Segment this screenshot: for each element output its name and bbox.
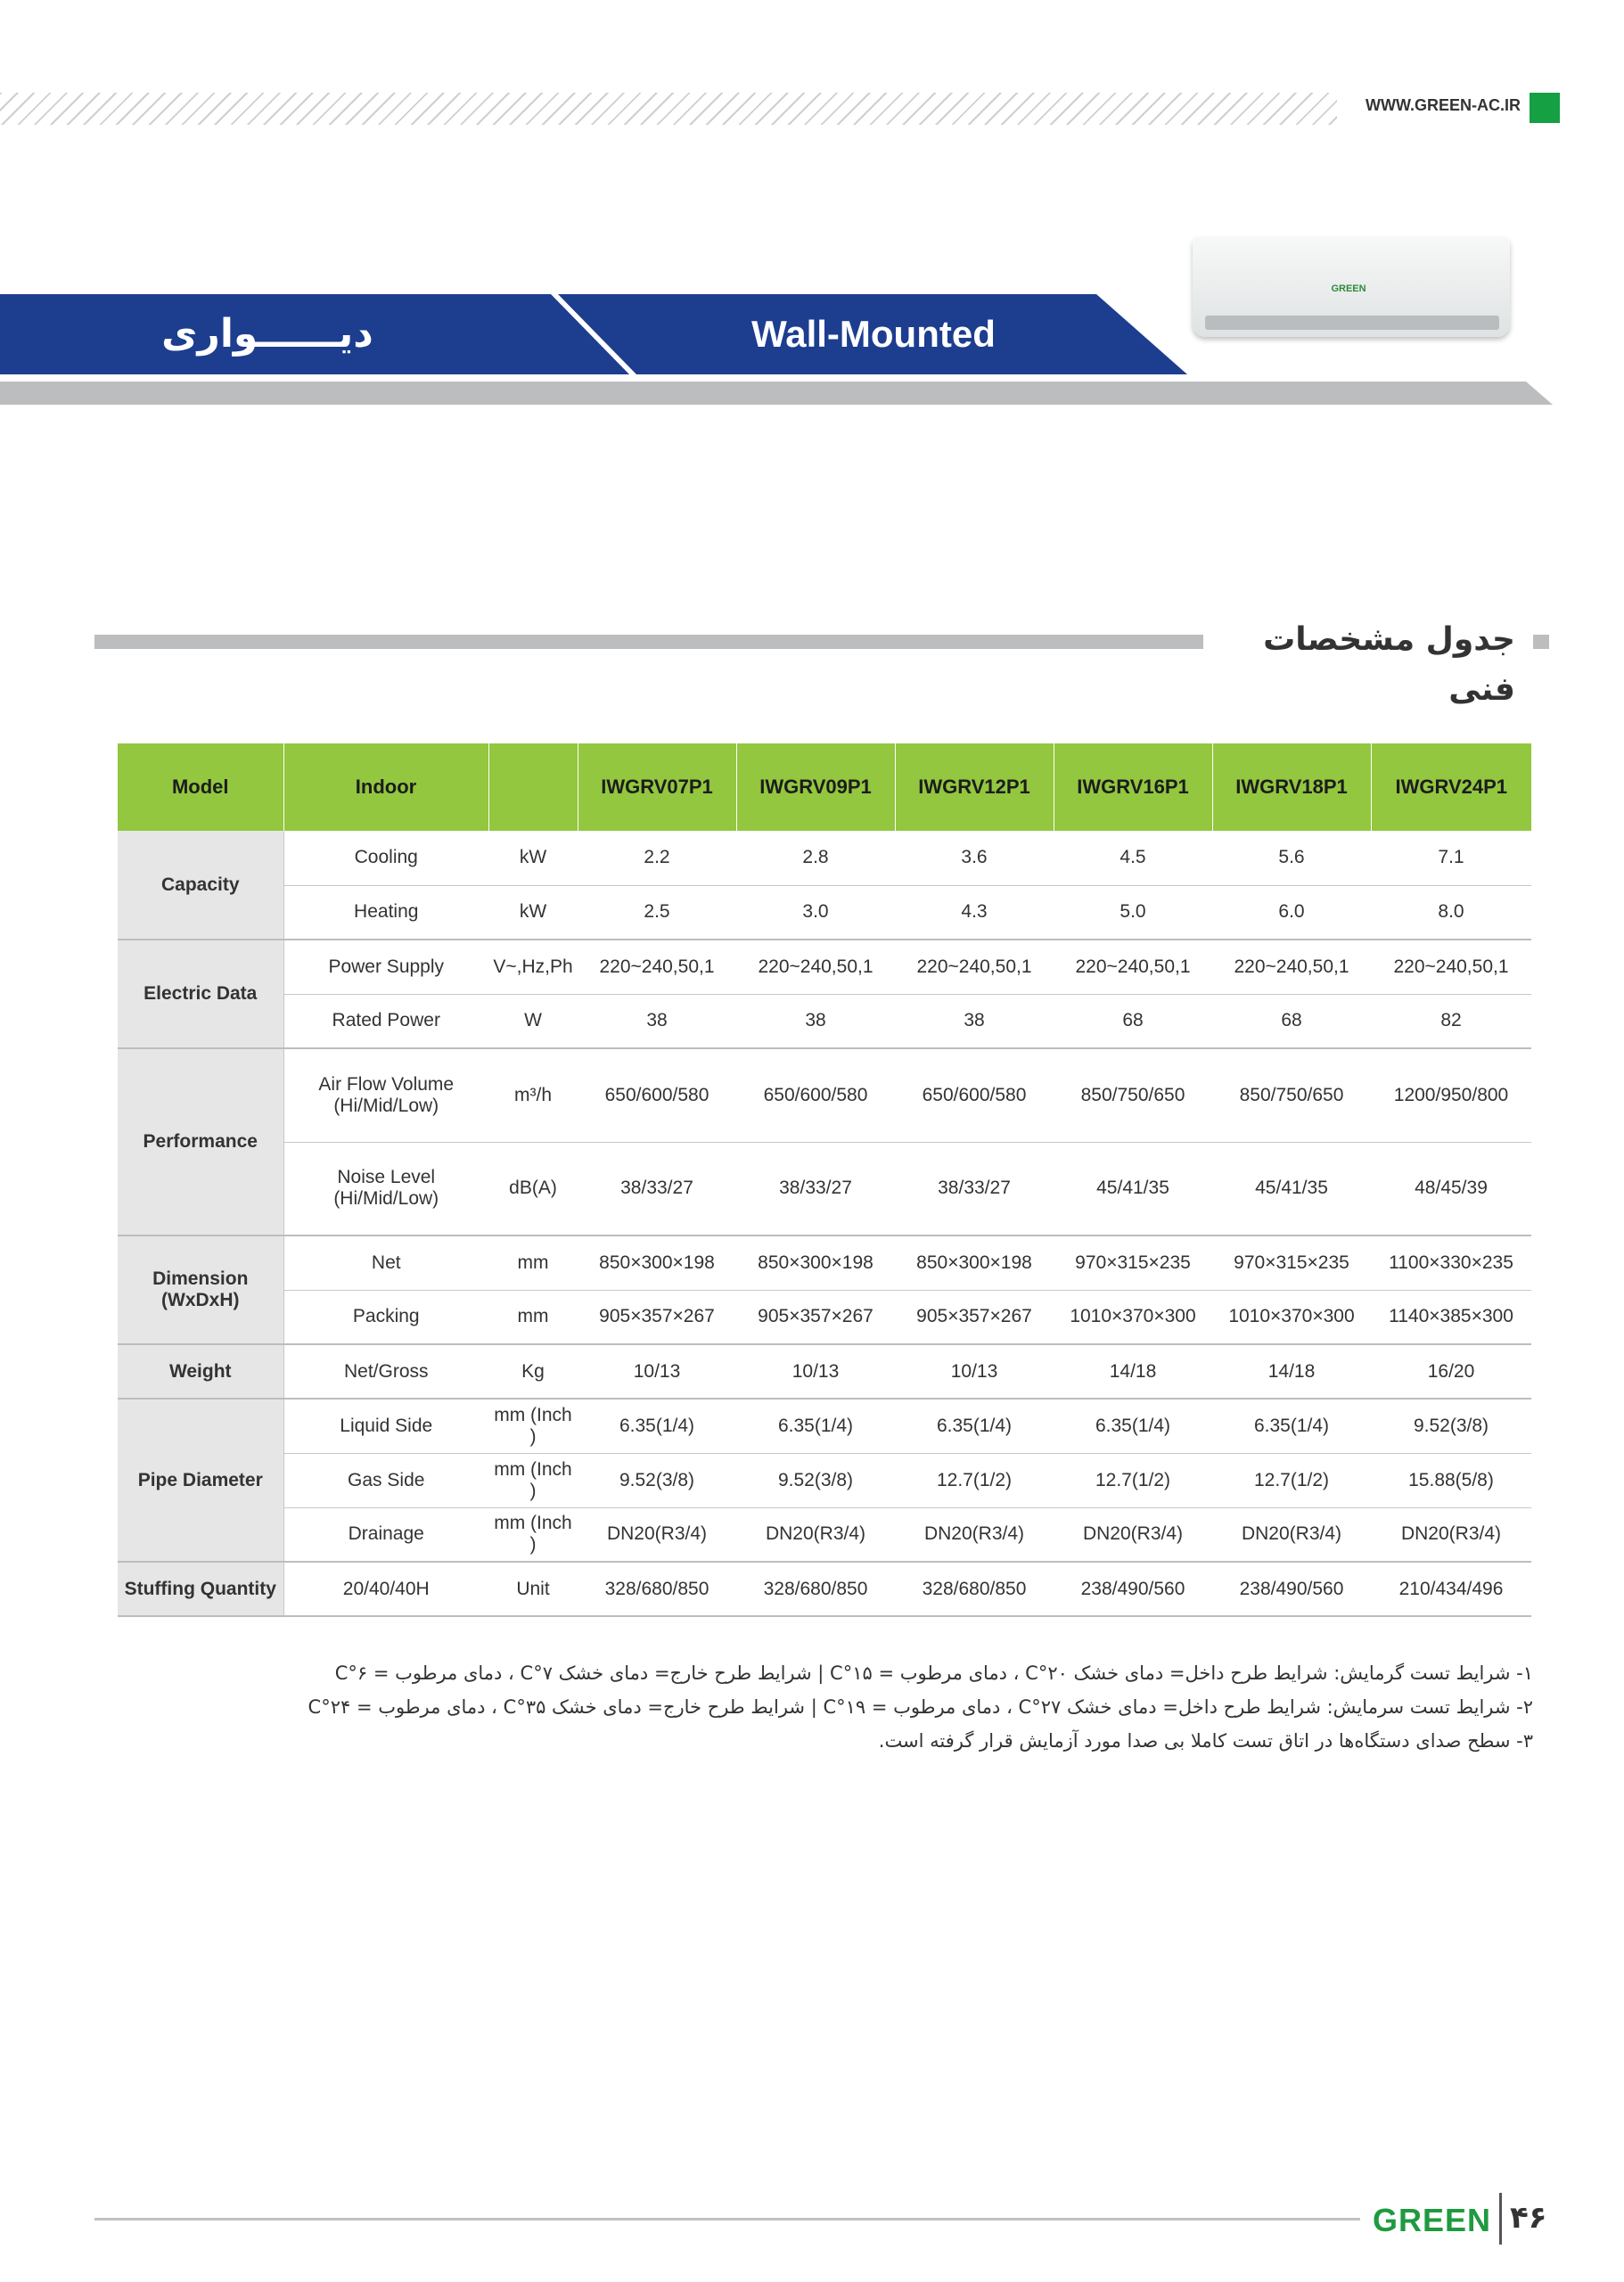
header-cell: IWGRV18P1 [1212, 743, 1371, 831]
row-unit: dB(A) [488, 1142, 578, 1235]
row-label: Packing [283, 1290, 488, 1344]
value-cell: 3.0 [736, 885, 895, 940]
table-row [118, 1142, 1531, 1235]
value-cell: 38 [895, 994, 1054, 1048]
value-cell: 1010×370×300 [1212, 1290, 1371, 1344]
value-cell: 850×300×198 [736, 1235, 895, 1290]
banner-title-fa: دیــــــواری [161, 311, 373, 357]
header-cell: Indoor [283, 743, 488, 831]
row-unit: m³/h [488, 1048, 578, 1142]
value-cell: 15.88(5/8) [1371, 1453, 1531, 1507]
value-cell: 38/33/27 [895, 1142, 1054, 1235]
value-cell: 5.0 [1054, 885, 1212, 940]
value-cell: DN20(R3/4) [1054, 1507, 1212, 1562]
row-unit: V~,Hz,Ph [488, 940, 578, 994]
value-cell: 650/600/580 [578, 1048, 736, 1142]
value-cell: 1140×385×300 [1371, 1290, 1531, 1344]
value-cell: 850×300×198 [895, 1235, 1054, 1290]
row-label: Drainage [283, 1507, 488, 1562]
value-cell: 905×357×267 [736, 1290, 895, 1344]
page-number: ۴۶ [1510, 2200, 1547, 2236]
value-cell: DN20(R3/4) [1371, 1507, 1531, 1562]
value-cell: 2.8 [736, 831, 895, 885]
value-cell: 850/750/650 [1212, 1048, 1371, 1142]
table-row [118, 1235, 1531, 1290]
value-cell: DN20(R3/4) [895, 1507, 1054, 1562]
row-unit: mm [488, 1290, 578, 1344]
group-label: Performance [118, 1048, 283, 1235]
footer-line [94, 2218, 1360, 2220]
value-cell: 1010×370×300 [1054, 1290, 1212, 1344]
value-cell: 6.35(1/4) [895, 1399, 1054, 1453]
row-label: Cooling [283, 831, 488, 885]
value-cell: 220~240,50,1 [1054, 940, 1212, 994]
spec-table [118, 743, 1531, 1617]
group-label: Pipe Diameter [118, 1399, 283, 1562]
value-cell: 45/41/35 [1054, 1142, 1212, 1235]
value-cell: 10/13 [578, 1344, 736, 1399]
value-cell: 6.35(1/4) [578, 1399, 736, 1453]
row-label: Power Supply [283, 940, 488, 994]
row-unit: kW [488, 831, 578, 885]
value-cell: 38 [736, 994, 895, 1048]
value-cell: 9.52(3/8) [1371, 1399, 1531, 1453]
row-unit: kW [488, 885, 578, 940]
footnote-noise: ۳- سطح صدای دستگاه‌ها در اتاق تست کاملا بی صدا مورد آزمایش قرار گرفته است. [878, 1730, 1533, 1752]
footnote-cooling: ۲- شرایط تست سرمایش: شرایط طرح داخل= دمای خشک ۲۷°C ، دمای مرطوب = ۱۹°C | شرایط طرح خارج= دمای خشک ۳۵°C ، دمای مرطوب = ۲۴°C [308, 1696, 1533, 1718]
header-cell [488, 743, 578, 831]
value-cell: 38/33/27 [578, 1142, 736, 1235]
value-cell: 45/41/35 [1212, 1142, 1371, 1235]
group-label: Capacity [118, 831, 283, 940]
table-row [118, 1290, 1531, 1344]
value-cell: 850/750/650 [1054, 1048, 1212, 1142]
wall-ac-vent [1205, 316, 1499, 330]
value-cell: 650/600/580 [736, 1048, 895, 1142]
row-unit: W [488, 994, 578, 1048]
table-row [118, 1399, 1531, 1453]
header-cell: IWGRV24P1 [1371, 743, 1531, 831]
row-unit: mm [488, 1235, 578, 1290]
value-cell: 16/20 [1371, 1344, 1531, 1399]
spec-table-header-row [118, 743, 1531, 831]
table-row [118, 940, 1531, 994]
value-cell: 6.35(1/4) [1212, 1399, 1371, 1453]
row-unit: mm (Inch ) [488, 1453, 578, 1507]
row-label: Noise Level (Hi/Mid/Low) [283, 1142, 488, 1235]
value-cell: 12.7(1/2) [1054, 1453, 1212, 1507]
value-cell: 8.0 [1371, 885, 1531, 940]
group-label: Weight [118, 1344, 283, 1399]
value-cell: 905×357×267 [578, 1290, 736, 1344]
value-cell: 4.5 [1054, 831, 1212, 885]
value-cell: 850×300×198 [578, 1235, 736, 1290]
value-cell: 220~240,50,1 [1212, 940, 1371, 994]
footer-green-logo: GREEN [1373, 2202, 1492, 2238]
value-cell: 4.3 [895, 885, 1054, 940]
value-cell: 210/434/496 [1371, 1562, 1531, 1616]
value-cell: 1100×330×235 [1371, 1235, 1531, 1290]
value-cell: 1200/950/800 [1371, 1048, 1531, 1142]
header-hatch-band [0, 93, 1337, 125]
table-row [118, 885, 1531, 940]
value-cell: 7.1 [1371, 831, 1531, 885]
table-row [118, 1507, 1531, 1562]
value-cell: 12.7(1/2) [1212, 1453, 1371, 1507]
value-cell: 5.6 [1212, 831, 1371, 885]
row-label: Liquid Side [283, 1399, 488, 1453]
value-cell: 10/13 [736, 1344, 895, 1399]
value-cell: 6.0 [1212, 885, 1371, 940]
value-cell: 328/680/850 [736, 1562, 895, 1616]
value-cell: 38/33/27 [736, 1142, 895, 1235]
value-cell: 220~240,50,1 [895, 940, 1054, 994]
value-cell: 9.52(3/8) [736, 1453, 895, 1507]
table-row [118, 1562, 1531, 1616]
value-cell: 9.52(3/8) [578, 1453, 736, 1507]
value-cell: 6.35(1/4) [1054, 1399, 1212, 1453]
value-cell: 328/680/850 [895, 1562, 1054, 1616]
footnote-heating: ۱- شرایط تست گرمایش: شرایط طرح داخل= دمای خشک ۲۰°C ، دمای مرطوب = ۱۵°C | شرایط طرح خارج= دمای خشک ۷°C ، دمای مرطوب = ۶°C [334, 1662, 1533, 1684]
value-cell: 48/45/39 [1371, 1142, 1531, 1235]
value-cell: 220~240,50,1 [1371, 940, 1531, 994]
table-row [118, 1048, 1531, 1142]
value-cell: 2.5 [578, 885, 736, 940]
value-cell: 328/680/850 [578, 1562, 736, 1616]
row-label: Net/Gross [283, 1344, 488, 1399]
value-cell: 68 [1212, 994, 1371, 1048]
row-label: Gas Side [283, 1453, 488, 1507]
value-cell: 38 [578, 994, 736, 1048]
header-cell: IWGRV16P1 [1054, 743, 1212, 831]
value-cell: 82 [1371, 994, 1531, 1048]
value-cell: 3.6 [895, 831, 1054, 885]
section-square-icon [1533, 635, 1549, 649]
ac-unit-logo: GREEN [1331, 283, 1366, 294]
value-cell: 68 [1054, 994, 1212, 1048]
table-row [118, 994, 1531, 1048]
row-unit: mm (Inch ) [488, 1507, 578, 1562]
group-label: Stuffing Quantity [118, 1562, 283, 1616]
value-cell: 2.2 [578, 831, 736, 885]
value-cell: 220~240,50,1 [578, 940, 736, 994]
value-cell: 970×315×235 [1212, 1235, 1371, 1290]
row-label: Air Flow Volume (Hi/Mid/Low) [283, 1048, 488, 1142]
brand-square [1530, 93, 1560, 123]
value-cell: 6.35(1/4) [736, 1399, 895, 1453]
row-label: 20/40/40H [283, 1562, 488, 1616]
value-cell: 238/490/560 [1212, 1562, 1371, 1616]
value-cell: 905×357×267 [895, 1290, 1054, 1344]
row-label: Rated Power [283, 994, 488, 1048]
value-cell: 12.7(1/2) [895, 1453, 1054, 1507]
header-cell: IWGRV07P1 [578, 743, 736, 831]
table-row [118, 1344, 1531, 1399]
group-label: Electric Data [118, 940, 283, 1048]
value-cell: 650/600/580 [895, 1048, 1054, 1142]
value-cell: 10/13 [895, 1344, 1054, 1399]
row-label: Heating [283, 885, 488, 940]
row-unit: mm (Inch ) [488, 1399, 578, 1453]
header-cell: Model [118, 743, 283, 831]
value-cell: 970×315×235 [1054, 1235, 1212, 1290]
group-label: Dimension (WxDxH) [118, 1235, 283, 1344]
table-row [118, 831, 1531, 885]
row-label: Net [283, 1235, 488, 1290]
value-cell: DN20(R3/4) [736, 1507, 895, 1562]
section-bar [94, 635, 1203, 649]
value-cell: DN20(R3/4) [1212, 1507, 1371, 1562]
header-cell: IWGRV09P1 [736, 743, 895, 831]
value-cell: 14/18 [1054, 1344, 1212, 1399]
row-unit: Kg [488, 1344, 578, 1399]
value-cell: 220~240,50,1 [736, 940, 895, 994]
banner-gray-strip [0, 382, 1553, 405]
value-cell: DN20(R3/4) [578, 1507, 736, 1562]
value-cell: 238/490/560 [1054, 1562, 1212, 1616]
header-cell: IWGRV12P1 [895, 743, 1054, 831]
value-cell: 14/18 [1212, 1344, 1371, 1399]
footnotes [303, 1656, 1533, 1758]
row-unit: Unit [488, 1562, 578, 1616]
table-row [118, 1453, 1531, 1507]
footer-divider [1499, 2193, 1502, 2245]
banner-title-en: Wall-Mounted [751, 313, 996, 355]
section-title: جدول مشخصات فنی [1263, 621, 1515, 708]
website-url[interactable]: WWW.GREEN-AC.IR [1366, 96, 1521, 114]
